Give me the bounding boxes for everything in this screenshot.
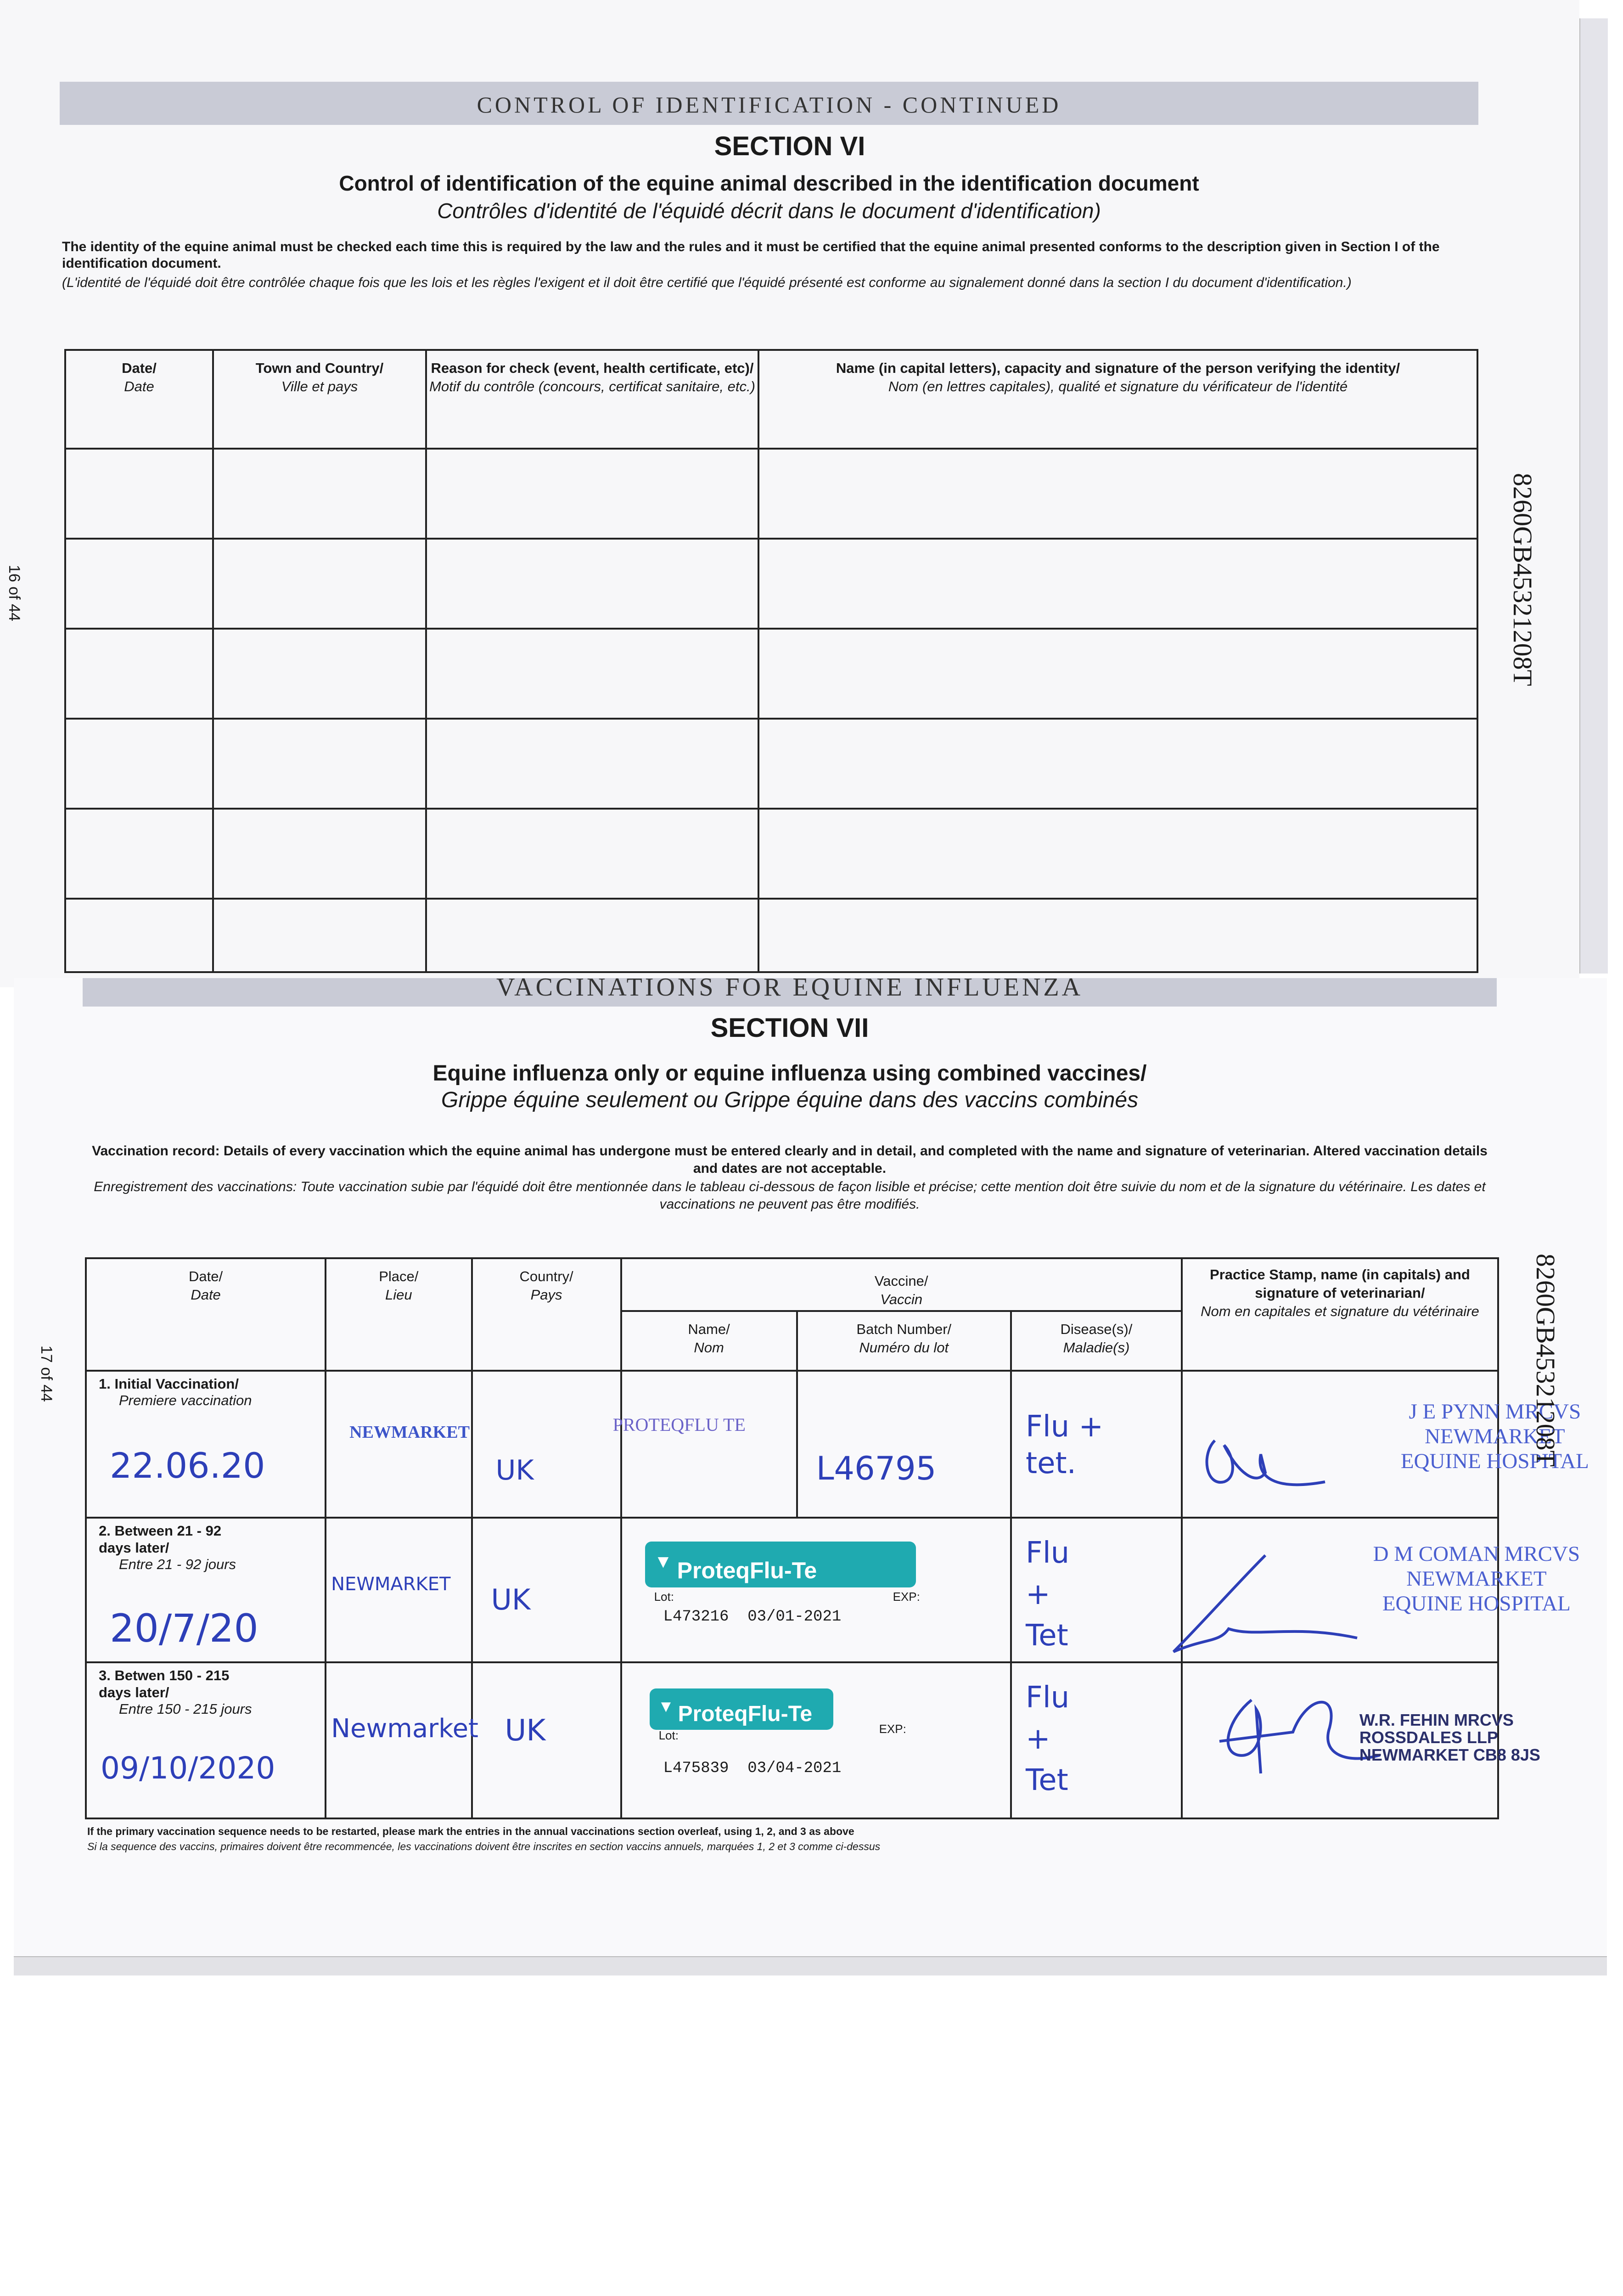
row3-vaccine-cell [621,1662,1011,1818]
row3-date: 09/10/2020 [101,1750,275,1786]
row3-signature [1201,1682,1385,1783]
row1-disease: Flu + tet. [1026,1410,1104,1480]
col-disease: Disease(s)/ Maladie(s) [1011,1311,1182,1371]
drop-icon: ▼ [657,1697,674,1716]
row1-place: NEWMARKET [349,1423,470,1442]
row2-place: NEWMARKET [331,1574,451,1595]
section-vii-band [83,978,1497,1007]
section-vi-intro-en: The identity of the equine animal must be checked each time this is required by the law and the rules and it must be certified that the equine animal presented conforms to the description given in Section I of the identification document. [62,239,1440,271]
row1-signature [1196,1427,1334,1500]
table-row [65,899,1477,972]
row3-place: Newmarket [331,1714,479,1744]
row3-batch: L475839 03/04-2021 [663,1760,842,1777]
bottom-id-number: 8260GB45321208T [1531,1254,1561,1467]
identity-check-table [64,349,1478,973]
row1-vaccine: PROTEQFLU TE [612,1414,746,1435]
section-vii-intro-fr: Enregistrement des vaccinations: Toute vaccination subie par l'équidé doit être mentionnée dans le tableau ci-dessous de façon lisible et précise; cette mention doit être suivie du nom et de la signature du vétérinaire. Les dates et vaccinations ne peuvent pas être modifiés. [94,1179,1486,1212]
drop-icon: ▼ [654,1552,673,1572]
row2-date-cell: 2. Between 21 - 92 days later/ Entre 21 - 92 jours 20/7/20 [86,1518,326,1662]
row3-vaccine-sticker [650,1688,833,1730]
row1-stamp: J E PYNN MRCVS NEWMARKET EQUINE HOSPITAL [1400,1400,1589,1473]
col-verifier: Name (in capital letters), capacity and signature of the person verifying the identity/ Nom (en lettres capitales), qualité et signature du vérificateur de l'identité [758,350,1477,449]
row3-country: UK [505,1714,546,1748]
section-vi-band [60,82,1478,125]
row2-place-cell [326,1518,472,1662]
section-vii-title-en: Equine influenza only or equine influenza using combined vaccines/ [432,1061,1147,1086]
table-row [86,1518,1498,1662]
col-vaccine-name: Name/ Nom [621,1311,797,1371]
row3-stamp: W.R. FEHIN MRCVS ROSSDALES LLP NEWMARKET CB8 8JS [1359,1711,1540,1764]
row2-vaccine-cell [621,1518,1011,1662]
bottom-page-number: 17 of 44 [38,1345,55,1402]
col-date: Date/ Date [86,1258,326,1371]
exp-label: EXP: [893,1590,920,1604]
row2-stamp: D M COMAN MRCVS NEWMARKET EQUINE HOSPITAL [1373,1542,1580,1615]
bottom-page-edge [14,1956,1607,1975]
table-row [86,1371,1498,1518]
section-vi-heading: SECTION VI [714,131,865,161]
col-date: Date/ Date [65,350,213,449]
table-row [65,719,1477,809]
row2-disease: Flu + Tet [1026,1536,1070,1653]
lot-label: Lot: [658,1728,679,1742]
section-vi-intro-fr: (L'identité de l'équidé doit être contrôlée chaque fois que les lois et les règles l'exigent et il doit être certifié que l'équidé présenté est conforme au signalement donné dans la section I du document d'identification.) [62,275,1352,290]
row1-date-cell: 1. Initial Vaccination/ Premiere vaccination 22.06.20 [86,1371,326,1518]
top-id-number: 8260GB45321208T [1508,473,1538,686]
row2-practice-cell [1182,1518,1580,1662]
row1-country-cell [472,1371,621,1518]
section-vii-heading: SECTION VII [710,1013,869,1043]
row3-disease-cell [1011,1662,1182,1818]
band-text: CONTROL OF IDENTIFICATION - CONTINUED [477,92,1061,118]
row3-date-cell: 3. Betwen 150 - 215 days later/ Entre 150 - 215 jours 09/10/2020 [86,1662,326,1818]
table-row [86,1662,1498,1818]
row1-batch-cell [797,1371,1011,1518]
row3-disease: Flu + Tet [1026,1681,1070,1797]
row2-date: 20/7/20 [110,1606,258,1651]
row3-place-cell [326,1662,479,1818]
table-row [65,449,1477,539]
col-place: Place/ Lieu [326,1258,472,1371]
col-vaccine: Vaccine/ Vaccin [621,1258,1182,1311]
row1-batch: L46795 [816,1450,937,1487]
row2-batch: L473216 03/01-2021 [663,1608,842,1626]
top-page-edge [1579,18,1608,974]
section-vii-intro-en: Vaccination record: Details of every vaccination which the equine animal has undergone must be entered clearly and in detail, and completed with the name and signature of veterinarian. Altered vaccination details and dates are not acceptable. [92,1143,1488,1176]
table-row [65,539,1477,629]
row3-vaccine: ProteqFlu-Te [678,1702,813,1726]
col-country: Country/ Pays [472,1258,621,1371]
col-town-country: Town and Country/ Ville et pays [213,350,426,449]
row2-vaccine-sticker [645,1542,916,1587]
table-row [65,629,1477,719]
row1-date: 22.06.20 [110,1445,265,1486]
row2-country: UK [491,1583,531,1616]
lot-label: Lot: [654,1590,674,1604]
row2-disease-cell [1011,1518,1182,1662]
exp-label: EXP: [879,1722,906,1736]
top-page-number: 16 of 44 [6,565,23,621]
section-vii-title-fr: Grippe équine seulement ou Grippe équine dans des vaccins combinés [441,1088,1139,1112]
col-batch: Batch Number/ Numéro du lot [797,1311,1011,1371]
row1-country: UK [495,1454,534,1486]
row1-place-cell [326,1371,472,1518]
row3-practice-cell [1182,1662,1540,1818]
row1-vaccine-cell [612,1371,797,1518]
row2-vaccine: ProteqFlu-Te [677,1558,817,1583]
row1-disease-cell [1011,1371,1182,1518]
section-vii-footnote-fr: Si la sequence des vaccins, primaires doivent être recommencée, les vaccinations doivent être inscrites en section vaccins annuels, marquées 1, 2 et 3 comme ci-dessus [87,1840,881,1852]
section-vii-footnote-en: If the primary vaccination sequence needs to be restarted, please mark the entries in the annual vaccinations section overleaf, using 1, 2, and 3 as above [87,1825,854,1837]
section-vi-title-fr: Contrôles d'identité de l'équidé décrit dans le document d'identification) [437,199,1101,223]
section-vi-title-en: Control of identification of the equine animal described in the identification document [339,171,1199,195]
col-reason: Reason for check (event, health certificate, etc)/ Motif du contrôle (concours, certificat sanitaire, etc.) [426,350,758,449]
row2-country-cell [472,1518,621,1662]
band-text: VACCINATIONS FOR EQUINE INFLUENZA [496,978,1084,1002]
row1-practice-cell [1182,1371,1589,1518]
col-practice: Practice Stamp, name (in capitals) and signature of veterinarian/ Nom en capitales et signature du vétérinaire [1182,1258,1498,1371]
table-row [65,809,1477,899]
row3-country-cell [472,1662,621,1818]
